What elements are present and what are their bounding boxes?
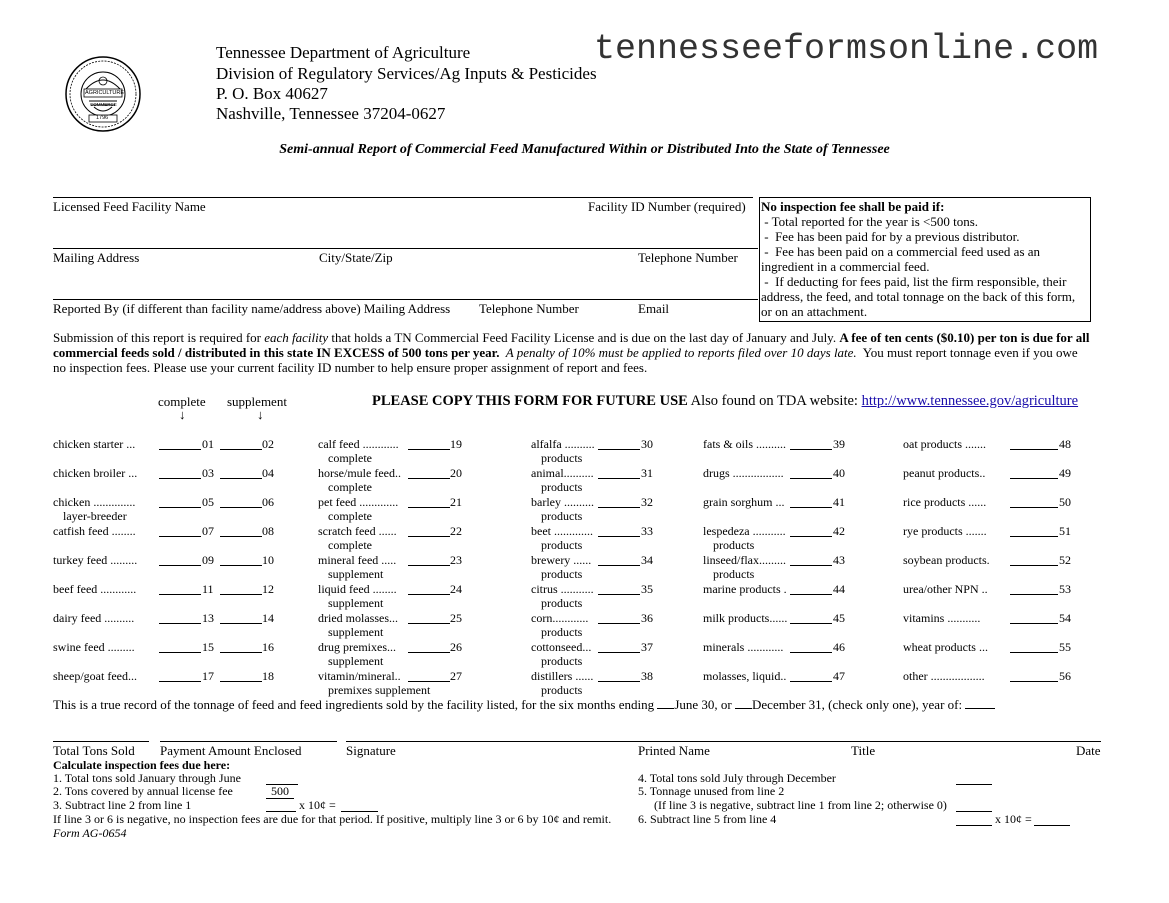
tonnage-field[interactable] xyxy=(408,611,450,624)
feed-code: 52 xyxy=(1059,553,1071,567)
feed-item-sub: products xyxy=(541,480,583,494)
calc-line-2-value: 500 xyxy=(266,784,294,799)
feed-item-sub: complete xyxy=(328,538,372,552)
tonnage-field[interactable] xyxy=(408,669,450,682)
attestation xyxy=(53,697,995,712)
feed-code: 40 xyxy=(833,466,845,480)
feed-code: 22 xyxy=(450,524,462,538)
no-fee-line-4: ingredient in a commercial feed. xyxy=(761,259,930,274)
tonnage-field[interactable] xyxy=(159,437,201,450)
feed-item-name: calf feed ............ xyxy=(318,437,399,451)
feed-item-sub: complete xyxy=(328,480,372,494)
calc-line-6-fee[interactable] xyxy=(1034,812,1070,826)
email-label: Email xyxy=(638,301,670,316)
december-check[interactable] xyxy=(735,697,752,709)
feed-code: 07 xyxy=(202,524,214,538)
calc-line-1: 1. Total tons sold January through June xyxy=(53,771,241,785)
feed-item-sub: products xyxy=(541,683,583,697)
feed-code: 15 xyxy=(202,640,214,654)
tonnage-field[interactable] xyxy=(220,611,262,624)
seal-year: 1796 xyxy=(96,115,109,121)
tonnage-field[interactable] xyxy=(1010,495,1058,508)
tonnage-field[interactable] xyxy=(408,495,450,508)
no-fee-line-2: - Fee has been paid for by a previous distributor. xyxy=(761,229,1020,244)
title-label: Title xyxy=(851,743,876,758)
feed-code: 44 xyxy=(833,582,845,596)
feed-item-name: lespedeza ........... xyxy=(703,524,786,538)
feed-item-name: corn............ xyxy=(531,611,589,625)
feed-item-sub: products xyxy=(541,451,583,465)
seal-word-bottom: COMMERCE xyxy=(90,102,117,107)
feed-code: 51 xyxy=(1059,524,1071,538)
calc-heading: Calculate inspection fees due here: xyxy=(53,758,231,772)
tonnage-field[interactable] xyxy=(220,437,262,450)
feed-item-name: beet ............. xyxy=(531,524,593,538)
tonnage-field[interactable] xyxy=(790,495,832,508)
feed-code: 01 xyxy=(202,437,214,451)
report-title: Semi-annual Report of Commercial Feed Manufactured Within or Distributed Into the State of Tennessee xyxy=(279,142,890,157)
feed-item-name: chicken .............. xyxy=(53,495,136,509)
feed-code: 16 xyxy=(262,640,274,654)
calc-line-5-field[interactable] xyxy=(956,798,992,812)
copy-notice-bold: PLEASE COPY THIS FORM FOR FUTURE USE xyxy=(372,393,688,409)
tonnage-field[interactable] xyxy=(598,640,640,653)
org-line-4: Nashville, Tennessee 37204-0627 xyxy=(216,104,446,123)
feed-code: 26 xyxy=(450,640,462,654)
tonnage-field[interactable] xyxy=(220,524,262,537)
tonnage-field[interactable] xyxy=(159,669,201,682)
feed-code: 09 xyxy=(202,553,214,567)
instr-2a: commercial feeds sold / distributed in this state IN EXCESS of 500 tons per year. xyxy=(53,345,500,360)
tonnage-field[interactable] xyxy=(598,495,640,508)
copy-notice-rest: Also found on TDA website: xyxy=(687,393,862,409)
feed-item-sub: premixes supplement xyxy=(328,683,431,697)
tonnage-field[interactable] xyxy=(790,582,832,595)
feed-code: 11 xyxy=(202,582,214,596)
calc-line-4: 4. Total tons sold July through December xyxy=(638,771,836,785)
feed-item-sub: complete xyxy=(328,509,372,523)
feed-code: 37 xyxy=(641,640,653,654)
feed-item-name: dairy feed .......... xyxy=(53,611,135,625)
feed-code: 23 xyxy=(450,553,462,567)
tonnage-field[interactable] xyxy=(159,640,201,653)
feed-item-name: distillers ...... xyxy=(531,669,594,683)
feed-code: 06 xyxy=(262,495,274,509)
feed-item-sub: products xyxy=(541,654,583,668)
feed-code: 55 xyxy=(1059,640,1071,654)
calc-line-6-field[interactable] xyxy=(956,812,992,826)
feed-item-name: cottonseed... xyxy=(531,640,592,654)
tonnage-field[interactable] xyxy=(159,582,201,595)
tonnage-field[interactable] xyxy=(790,640,832,653)
feed-item-sub: supplement xyxy=(328,596,384,610)
feed-item-name: minerals ............ xyxy=(703,640,784,654)
tonnage-field[interactable] xyxy=(598,466,640,479)
feed-code: 45 xyxy=(833,611,845,625)
calc-line-3-mult: x 10¢ = xyxy=(299,798,336,812)
feed-item-name: rice products ...... xyxy=(903,495,987,509)
tonnage-field[interactable] xyxy=(1010,611,1058,624)
printed-name-label: Printed Name xyxy=(638,743,710,758)
feed-item-name: catfish feed ........ xyxy=(53,524,136,538)
calc-line-6: 6. Subtract line 5 from line 4 xyxy=(638,812,777,826)
feed-code: 34 xyxy=(641,553,653,567)
facility-id-label: Facility ID Number (required) xyxy=(588,199,746,214)
feed-code: 39 xyxy=(833,437,845,451)
feed-item-name: drugs ................. xyxy=(703,466,784,480)
calc-line-2: 2. Tons covered by annual license fee xyxy=(53,784,233,798)
feed-code: 41 xyxy=(833,495,845,509)
feed-code: 56 xyxy=(1059,669,1071,683)
feed-code: 14 xyxy=(262,611,274,625)
tonnage-field[interactable] xyxy=(598,669,640,682)
tonnage-field[interactable] xyxy=(598,582,640,595)
mailing-address-label: Mailing Address xyxy=(53,250,140,265)
calc-line-3: 3. Subtract line 2 from line 1 xyxy=(53,798,192,812)
feed-code: 33 xyxy=(641,524,653,538)
feed-item-name: dried molasses... xyxy=(318,611,398,625)
feed-code: 21 xyxy=(450,495,462,509)
reported-telephone-label: Telephone Number xyxy=(479,301,579,316)
feed-item-name: other .................. xyxy=(903,669,985,683)
tonnage-field[interactable] xyxy=(1010,437,1058,450)
calc-line-4-field[interactable] xyxy=(956,771,992,785)
feed-code: 30 xyxy=(641,437,653,451)
feed-item-name: vitamins ........... xyxy=(903,611,981,625)
tonnage-field[interactable] xyxy=(220,495,262,508)
feed-item-sub: layer-breeder xyxy=(63,509,127,523)
feed-code: 47 xyxy=(833,669,845,683)
feed-code: 20 xyxy=(450,466,462,480)
feed-item-sub: supplement xyxy=(328,625,384,639)
feed-item-sub: products xyxy=(541,538,583,552)
feed-code: 03 xyxy=(202,466,214,480)
instructions-line-1 xyxy=(53,330,1089,345)
feed-item-name: brewery ...... xyxy=(531,553,592,567)
feed-code: 10 xyxy=(262,553,274,567)
feed-item-name: horse/mule feed.. xyxy=(318,466,401,480)
instructions-line-2 xyxy=(53,345,1078,360)
supplement-header: supplement xyxy=(227,394,287,409)
feed-item-sub: supplement xyxy=(328,567,384,581)
feed-item-sub: products xyxy=(541,509,583,523)
feed-item-name: grain sorghum ... xyxy=(703,495,785,509)
tonnage-field[interactable] xyxy=(220,640,262,653)
instr-2c: You must report tonnage even if you owe xyxy=(856,345,1078,360)
feed-item-name: linseed/flax......... xyxy=(703,553,786,567)
feed-code: 02 xyxy=(262,437,274,451)
feed-code: 32 xyxy=(641,495,653,509)
june-check[interactable] xyxy=(657,697,674,709)
complete-arrow: ↓ xyxy=(179,407,186,422)
feed-code: 36 xyxy=(641,611,653,625)
tonnage-field[interactable] xyxy=(408,524,450,537)
total-tons-label: Total Tons Sold xyxy=(53,743,135,758)
feed-item-name: milk products...... xyxy=(703,611,788,625)
tonnage-field[interactable] xyxy=(598,611,640,624)
no-fee-line-5: - If deducting for fees paid, list the firm responsible, their xyxy=(761,274,1067,289)
feed-code: 08 xyxy=(262,524,274,538)
feed-item-name: urea/other NPN .. xyxy=(903,582,988,596)
feed-code: 19 xyxy=(450,437,462,451)
calc-line-5: 5. Tonnage unused from line 2 xyxy=(638,784,785,798)
tonnage-field[interactable] xyxy=(598,524,640,537)
feed-item-name: mineral feed ..... xyxy=(318,553,397,567)
instr-1d: A fee of ten cents ($0.10) per ton is due for all xyxy=(839,330,1090,345)
tonnage-field[interactable] xyxy=(790,437,832,450)
tonnage-field[interactable] xyxy=(790,553,832,566)
feed-code: 54 xyxy=(1059,611,1071,625)
feed-code: 18 xyxy=(262,669,274,683)
feed-item-name: rye products ....... xyxy=(903,524,987,538)
feed-code: 31 xyxy=(641,466,653,480)
no-fee-line-1: - Total reported for the year is <500 tons. xyxy=(761,214,979,229)
feed-item-sub: complete xyxy=(328,451,372,465)
tonnage-field[interactable] xyxy=(408,553,450,566)
feed-code: 42 xyxy=(833,524,845,538)
feed-code: 13 xyxy=(202,611,214,625)
calc-note: If line 3 or 6 is negative, no inspection fees are due for that period. If positive, multiply line 3 or 6 by 10¢ and remit. xyxy=(53,812,612,826)
feed-code: 17 xyxy=(202,669,214,683)
tonnage-field[interactable] xyxy=(159,495,201,508)
form-number: Form AG-0654 xyxy=(53,826,127,840)
watermark: tennesseeformsonline.com xyxy=(594,29,1099,69)
feed-code: 49 xyxy=(1059,466,1071,480)
feed-item-name: chicken broiler ... xyxy=(53,466,138,480)
feed-item-sub: products xyxy=(541,596,583,610)
tonnage-field[interactable] xyxy=(408,640,450,653)
reported-by-label: Reported By (if different than facility name/address above) Mailing Address xyxy=(53,301,451,316)
feed-item-name: vitamin/mineral.. xyxy=(318,669,401,683)
tonnage-field[interactable] xyxy=(790,669,832,682)
feed-item-name: sheep/goat feed... xyxy=(53,669,137,683)
tonnage-field[interactable] xyxy=(1010,669,1058,682)
tonnage-field[interactable] xyxy=(159,611,201,624)
feed-code: 46 xyxy=(833,640,845,654)
attest-december: December 31, (check only one), year of: xyxy=(752,697,966,712)
feed-code: 27 xyxy=(450,669,462,683)
feed-item-sub: supplement xyxy=(328,654,384,668)
feed-code: 25 xyxy=(450,611,462,625)
org-line-3: P. O. Box 40627 xyxy=(216,84,328,103)
no-fee-line-3: - Fee has been paid on a commercial feed used as an xyxy=(761,244,1041,259)
supplement-arrow: ↓ xyxy=(257,407,264,422)
tonnage-field[interactable] xyxy=(408,466,450,479)
feed-code: 53 xyxy=(1059,582,1071,596)
no-fee-box xyxy=(759,197,1091,322)
instructions-line-3: no inspection fees. Please use your current facility ID number to help ensure proper assignment of report and fees. xyxy=(53,360,648,375)
copy-notice xyxy=(372,393,1078,410)
feed-item-name: barley .......... xyxy=(531,495,594,509)
tonnage-field[interactable] xyxy=(790,466,832,479)
instr-1c: that holds a TN Commercial Feed Facility License and is due on the last day of January and July. xyxy=(328,330,840,345)
feed-item-sub: products xyxy=(713,538,755,552)
calc-line-1-field[interactable] xyxy=(266,771,298,785)
feed-item-name: turkey feed ......... xyxy=(53,553,138,567)
tonnage-field[interactable] xyxy=(408,437,450,450)
feed-item-name: scratch feed ...... xyxy=(318,524,397,538)
feed-item-name: chicken starter ... xyxy=(53,437,136,451)
instr-1a: Submission of this report is required for xyxy=(53,330,265,345)
no-fee-line-6: address, the feed, and total tonnage on the back of this form, xyxy=(761,289,1076,304)
seal-word-top: AGRICULTURE xyxy=(85,90,125,96)
feed-item-name: swine feed ......... xyxy=(53,640,135,654)
tonnage-field[interactable] xyxy=(598,437,640,450)
calc-line-5b: (If line 3 is negative, subtract line 1 from line 2; otherwise 0) xyxy=(654,798,947,812)
instr-2b: A penalty of 10% must be applied to reports filed over 10 days late. xyxy=(499,345,857,360)
tonnage-field[interactable] xyxy=(1010,466,1058,479)
payment-label: Payment Amount Enclosed xyxy=(160,743,302,758)
org-line-1: Tennessee Department of Agriculture xyxy=(216,43,471,62)
feed-item-name: wheat products ... xyxy=(903,640,988,654)
feed-item-name: marine products . xyxy=(703,582,787,596)
tonnage-field[interactable] xyxy=(598,553,640,566)
instr-1b: each facility xyxy=(264,330,329,345)
tonnage-field[interactable] xyxy=(220,669,262,682)
feed-item-name: pet feed ............. xyxy=(318,495,399,509)
tonnage-field[interactable] xyxy=(1010,524,1058,537)
feed-item-name: oat products ....... xyxy=(903,437,986,451)
tonnage-field[interactable] xyxy=(220,582,262,595)
date-label: Date xyxy=(1076,743,1101,758)
feed-item-name: fats & oils .......... xyxy=(703,437,786,451)
feed-code: 35 xyxy=(641,582,653,596)
feed-code: 50 xyxy=(1059,495,1071,509)
feed-item-name: citrus ........... xyxy=(531,582,594,596)
tonnage-field[interactable] xyxy=(790,524,832,537)
no-fee-line-7: or on an attachment. xyxy=(761,304,868,319)
tonnage-field[interactable] xyxy=(220,466,262,479)
tonnage-field[interactable] xyxy=(1010,553,1058,566)
org-line-2: Division of Regulatory Services/Ag Inputs & Pesticides xyxy=(216,64,597,83)
tonnage-field[interactable] xyxy=(1010,640,1058,653)
state-seal xyxy=(64,55,142,133)
facility-name-label: Licensed Feed Facility Name xyxy=(53,199,206,214)
tonnage-field[interactable] xyxy=(790,611,832,624)
no-fee-heading: No inspection fee shall be paid if: xyxy=(761,199,945,214)
calc-line-3-field[interactable] xyxy=(266,798,296,812)
feed-item-name: drug premixes... xyxy=(318,640,396,654)
feed-item-sub: products xyxy=(713,567,755,581)
tonnage-field[interactable] xyxy=(159,466,201,479)
complete-header: complete xyxy=(158,394,206,409)
feed-code: 43 xyxy=(833,553,845,567)
feed-code: 24 xyxy=(450,582,462,596)
feed-item-sub: products xyxy=(541,625,583,639)
attest-text: This is a true record of the tonnage of feed and feed ingredients sold by the facility listed, for the six months ending xyxy=(53,697,658,712)
calc-line-3-fee[interactable] xyxy=(341,798,378,812)
feed-item-name: liquid feed ........ xyxy=(318,582,397,596)
tonnage-field[interactable] xyxy=(220,553,262,566)
city-state-zip-label: City/State/Zip xyxy=(319,250,393,265)
feed-code: 48 xyxy=(1059,437,1071,451)
calc-line-6-mult: x 10¢ = xyxy=(995,812,1032,826)
feed-code: 12 xyxy=(262,582,274,596)
tonnage-field[interactable] xyxy=(159,553,201,566)
telephone-label: Telephone Number xyxy=(638,250,738,265)
feed-item-sub: products xyxy=(541,567,583,581)
feed-item-name: beef feed ............ xyxy=(53,582,137,596)
feed-code: 05 xyxy=(202,495,214,509)
feed-item-name: animal.......... xyxy=(531,466,594,480)
feed-code: 38 xyxy=(641,669,653,683)
year-field[interactable] xyxy=(965,697,995,709)
feed-item-name: alfalfa .......... xyxy=(531,437,595,451)
feed-item-name: peanut products.. xyxy=(903,466,986,480)
feed-code: 04 xyxy=(262,466,274,480)
tda-website-link[interactable]: http://www.tennessee.gov/agriculture xyxy=(861,393,1079,409)
signature-label: Signature xyxy=(346,743,396,758)
tonnage-field[interactable] xyxy=(408,582,450,595)
tonnage-field[interactable] xyxy=(1010,582,1058,595)
tonnage-field[interactable] xyxy=(159,524,201,537)
attest-june: June 30, or xyxy=(674,697,736,712)
feed-item-name: soybean products. xyxy=(903,553,990,567)
feed-item-name: molasses, liquid.. xyxy=(703,669,787,683)
